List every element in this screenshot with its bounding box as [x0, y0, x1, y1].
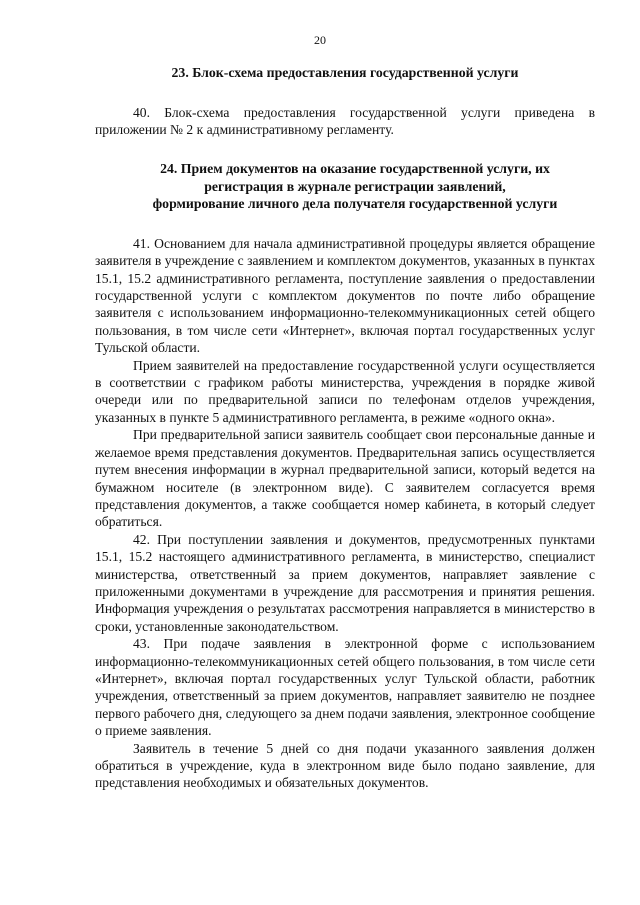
section-heading-23: 23. Блок-схема предоставления государственной услуги — [171, 65, 519, 80]
paragraph-41: 41. Основанием для начала административной процедуры является обращение заявителя в учреждение с заявлением и комплектом документов, указанных в пунктах 15.1, 15.2 административного регламента, поступление заявления о предоставлении государственной услуги с комплектом документов по почте либо обращение заявителя с использованием информационно-телекоммуникационных сетей общего пользования, в том числе сети «Интернет», включая портал государственных услуг Тульской области. — [95, 235, 595, 356]
heading-line: регистрация в журнале регистрации заявлений, — [204, 178, 506, 194]
paragraph-42: 42. При поступлении заявления и документов, предусмотренных пунктами 15.1, 15.2 настоящего административного регламента, в министерство, специалист министерства, ответственный за прием документов, направляет заявление с приложенными документами в учреждение для рассмотрения и принятия решения. Информация учреждения о результатах рассмотрения направляется в министерство в сроки, установленные законодательством. — [95, 531, 595, 634]
heading-line: формирование личного дела получателя государственной услуги — [152, 196, 558, 212]
section-heading-24 — [95, 160, 595, 213]
paragraph-preregistration: При предварительной записи заявитель сообщает свои персональные данные и желаемое время представления документов. Предварительная запись осуществляется путем внесения информации в журнал предварительной записи, который ведется на бумажном носителе (в электронном виде). С заявителем согласуется время представления документов, а также сообщается номер кабинета, в который следует обратиться. — [95, 427, 595, 530]
page-number: 20 — [314, 33, 326, 47]
paragraph-40: 40. Блок-схема предоставления государственной услуги приведена в приложении № 2 к административному регламенту. — [95, 104, 595, 137]
heading-line: 24. Прием документов на оказание государственной услуги, их — [160, 161, 550, 177]
paragraph-reception: Прием заявителей на предоставление государственной услуги осуществляется в соответствии с графиком работы министерства, учреждения в порядке живой очереди или по предварительной записи по телефонам отделов учреждения, указанных в пункте 5 административного регламента, в режиме «одного окна». — [95, 357, 595, 425]
paragraph-43: 43. При подаче заявления в электронной форме с использованием информационно-телекоммуникационных сетей общего пользования, в том числе сети «Интернет», включая портал государственных услуг Тульской области, работник учреждения, ответственный за прием документов, направляет заявителю не позднее первого рабочего дня, следующего за днем подачи заявления, электронное сообщение о приеме заявления. — [95, 636, 595, 739]
document-body — [95, 60, 595, 792]
paragraph-applicant-deadline: Заявитель в течение 5 дней со дня подачи указанного заявления должен обратиться в учреждение, куда в электронном виде было подано заявление, для представления необходимых и обязательных документов. — [95, 740, 595, 791]
